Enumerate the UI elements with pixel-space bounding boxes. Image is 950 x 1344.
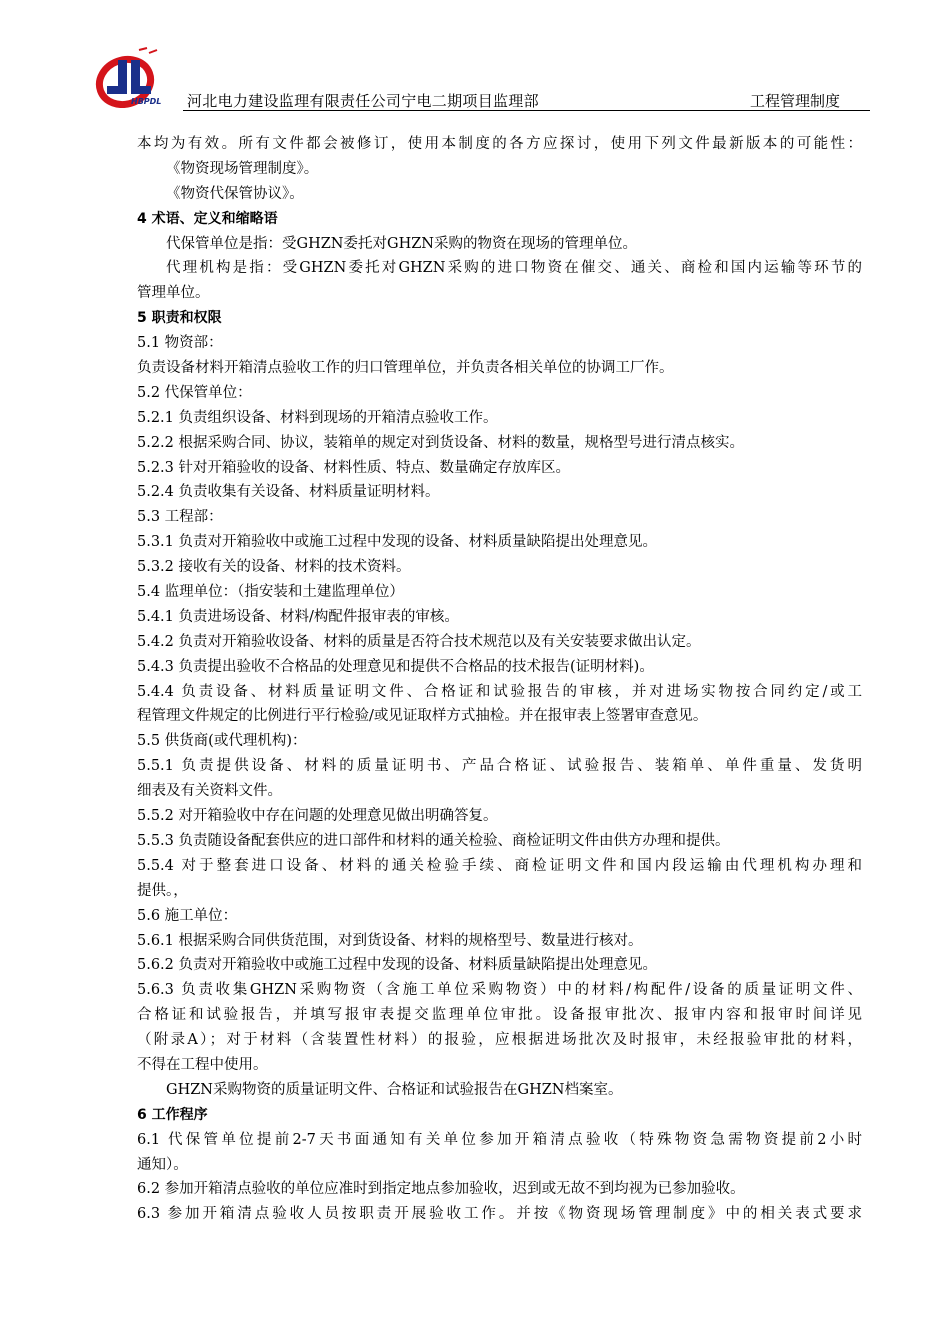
header-organization: 河北电力建设监理有限责任公司宁电二期项目监理部	[187, 92, 539, 110]
header-document-title: 工程管理制度	[749, 92, 840, 110]
text-line: 合格证和试验报告，并填写报审表提交监理单位审批。设备报审批次、报审内容和报审时间详见	[137, 1007, 862, 1024]
text-line: 5.6.2 负责对开箱验收中或施工过程中发现的设备、材料质量缺陷提出处理意见。	[137, 957, 658, 974]
text-line: 《物资现场管理制度》。	[166, 160, 319, 177]
text-line: 提供。，	[137, 882, 188, 899]
text-line: 5.4.4 负责设备、材料质量证明文件、合格证和试验报告的审核，并对进场实物按合同约定/或工	[137, 683, 862, 700]
text-line: 6.2 参加开箱清点验收的单位应准时到指定地点参加验收，迟到或无故不到均视为已参加验收。	[137, 1181, 745, 1198]
text-line: 负责设备材料开箱清点验收工作的归口管理单位，并负责各相关单位的协调工厂作。	[137, 360, 674, 377]
text-line: 5.2.3 针对开箱验收的设备、材料性质、特点、数量确定存放库区。	[137, 459, 571, 476]
page-header	[95, 44, 870, 112]
text-line: 5.5.2 对开箱验收中存在问题的处理意见做出明确答复。	[137, 808, 498, 825]
document-body	[137, 132, 862, 1227]
text-line: 5.2.2 根据采购合同、协议，装箱单的规定对到货设备、材料的数量，规格型号进行清点核实。	[137, 434, 744, 451]
text-line: 5.2.1 负责组织设备、材料到现场的开箱清点验收工作。	[137, 409, 498, 426]
text-line: 5.2.4 负责收集有关设备、材料质量证明材料。	[137, 484, 440, 501]
text-line: 管理单位。	[137, 285, 210, 302]
text-line: 代理机构是指：受GHZN委托对GHZN采购的进口物资在催交、通关、商检和国内运输等环节的	[166, 260, 862, 277]
text-line: 6.3 参加开箱清点验收人员按职责开展验收工作。并按《物资现场管理制度》中的相关表式要求	[137, 1206, 862, 1223]
text-line: 5.1 物资部：	[137, 335, 223, 352]
section-heading: 6 工作程序	[137, 1106, 208, 1123]
text-line: 《物资代保管协议》。	[166, 185, 304, 202]
text-line: 程管理文件规定的比例进行平行检验/或见证取样方式抽检。并在报审表上签署审查意见。	[137, 708, 708, 725]
text-line: 通知）。	[137, 1156, 188, 1173]
text-line: 细表及有关资料文件。	[137, 783, 282, 800]
text-line: 5.4.2 负责对开箱验收设备、材料的质量是否符合技术规范以及有关安装要求做出认定。	[137, 633, 701, 650]
text-line: GHZN采购物资的质量证明文件、合格证和试验报告在GHZN档案室。	[166, 1081, 623, 1098]
text-line: 5.6.1 根据采购合同供货范围，对到货设备、材料的规格型号、数量进行核对。	[137, 932, 643, 949]
text-line: 5.3.2 接收有关的设备、材料的技术资料。	[137, 559, 411, 576]
text-line: 5.3.1 负责对开箱验收中或施工过程中发现的设备、材料质量缺陷提出处理意见。	[137, 534, 658, 551]
header-divider	[183, 110, 870, 111]
text-line: 5.4 监理单位：（指安装和土建监理单位）	[137, 584, 404, 601]
text-line: 5.3 工程部：	[137, 509, 223, 526]
text-line: 5.6 施工单位：	[137, 907, 238, 924]
text-line: 本均为有效。所有文件都会被修订，使用本制度的各方应探讨，使用下列文件最新版本的可能性：	[137, 136, 862, 152]
section-heading: 4 术语、定义和缩略语	[137, 210, 278, 227]
text-line: 5.5.4 对于整套进口设备、材料的通关检验手续、商检证明文件和国内段运输由代理机构办理和	[137, 857, 862, 874]
text-line: 5.4.1 负责进场设备、材料/构配件报审表的审核。	[137, 608, 459, 625]
text-line: 5.5.3 负责随设备配套供应的进口部件和材料的通关检验、商检证明文件由供方办理和提供。	[137, 832, 730, 849]
text-line: 6.1 代保管单位提前2-7天书面通知有关单位参加开箱清点验收（特殊物资急需物资提前2小时	[137, 1131, 862, 1148]
text-line: 5.6.3 负责收集GHZN采购物资（含施工单位采购物资）中的材料/构配件/设备的质量证明文件、	[137, 982, 862, 999]
text-line: 5.4.3 负责提出验收不合格品的处理意见和提供不合格品的技术报告(证明材料)。	[137, 658, 654, 675]
text-line: 代保管单位是指：受GHZN委托对GHZN采购的物资在现场的管理单位。	[166, 235, 637, 252]
text-line: 5.5 供货商(或代理机构)：	[137, 733, 307, 750]
company-logo	[95, 44, 167, 108]
svg-text:HBPDL: HBPDL	[131, 97, 162, 106]
text-line: 5.2 代保管单位：	[137, 384, 252, 401]
text-line: （附录A）；对于材料（含装置性材料）的报验，应根据进场批次及时报审，未经报验审批的材料，	[137, 1032, 862, 1049]
text-line: 不得在工程中使用。	[137, 1056, 268, 1073]
text-line: 5.5.1 负责提供设备、材料的质量证明书、产品合格证、试验报告、装箱单、单件重量、发货明	[137, 758, 862, 775]
section-heading: 5 职责和权限	[137, 310, 222, 327]
